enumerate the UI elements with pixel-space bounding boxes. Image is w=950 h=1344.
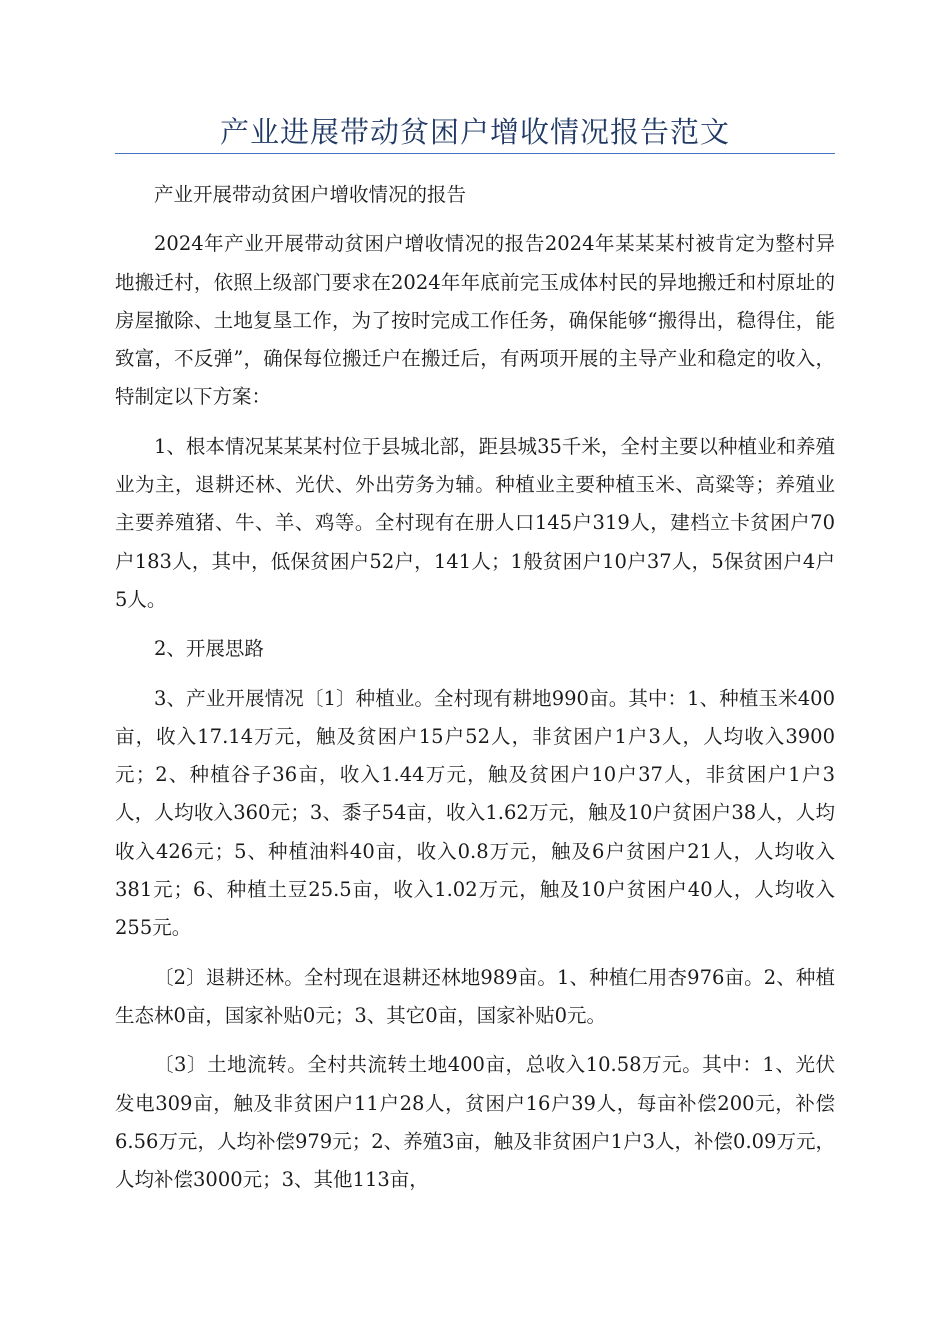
paragraph-intro: 2024年产业开展带动贫困户增收情况的报告2024年某某某村被肯定为整村异地搬迁村，依照上级部门要求在2024年年底前完玉成体村民的异地搬迁和村原址的房屋撤除、土地复垦工作，为了按时完成工作任务，确保能够“搬得出，稳得住，能致富，不反弹”，确保每位搬迁户在搬迁后，有两项开展的主导产业和稳定的收入，特制定以下方案： (115, 232, 835, 409)
title-underline-divider (115, 153, 835, 154)
document-body (115, 176, 835, 1210)
paragraph-land-transfer: 〔3〕土地流转。全村共流转土地400亩，总收入10.58万元。其中：1、光伏发电309亩，触及非贫困户11户28人，贫困户16户39人，每亩补偿200元，补偿6.56万元，人均补偿979元；2、养殖3亩，触及非贫困户1户3人，补偿0.09万元，人均补偿3000元；3、其他113亩， (115, 1053, 835, 1192)
paragraph-development-approach: 2、开展思路 (154, 637, 264, 661)
paragraph-planting-industry: 3、产业开展情况〔1〕种植业。全村现有耕地990亩。其中：1、种植玉米400亩，收入17.14万元，触及贫困户15户52人，非贫困户1户3人，人均收入3900元；2、种植谷子36亩，收入1.44万元，触及贫困户10户37人，非贫困户1户3人，人均收入360元；3、黍子54亩，收入1.62万元，触及10户贫困户38人，人均收入426元；5、种植油料40亩，收入0.8万元，触及6户贫困户21人，人均收入381元；6、种植土豆25.5亩，收入1.02万元，触及10户贫困户40人，人均收入255元。 (115, 686, 835, 940)
paragraph-reforestation: 〔2〕退耕还林。全村现在退耕还林地989亩。1、种植仁用杏976亩。2、种植生态林0亩，国家补贴0元；3、其它0亩，国家补贴0元。 (115, 965, 835, 1027)
paragraph-basic-situation: 1、根本情况某某某村位于县城北部，距县城35千米，全村主要以种植业和养殖业为主，退耕还林、光伏、外出劳务为辅。种植业主要种植玉米、高粱等；养殖业主要养殖猪、牛、羊、鸡等。全村现有在册人口145户319人，建档立卡贫困户70户183人，其中，低保贫困户52户，141人；1般贫困户10户37人，5保贫困户4户5人。 (115, 434, 835, 611)
document-title: 产业进展带动贫困户增收情况报告范文 (219, 115, 730, 149)
paragraph-subtitle: 产业开展带动贫困户增收情况的报告 (154, 183, 467, 206)
